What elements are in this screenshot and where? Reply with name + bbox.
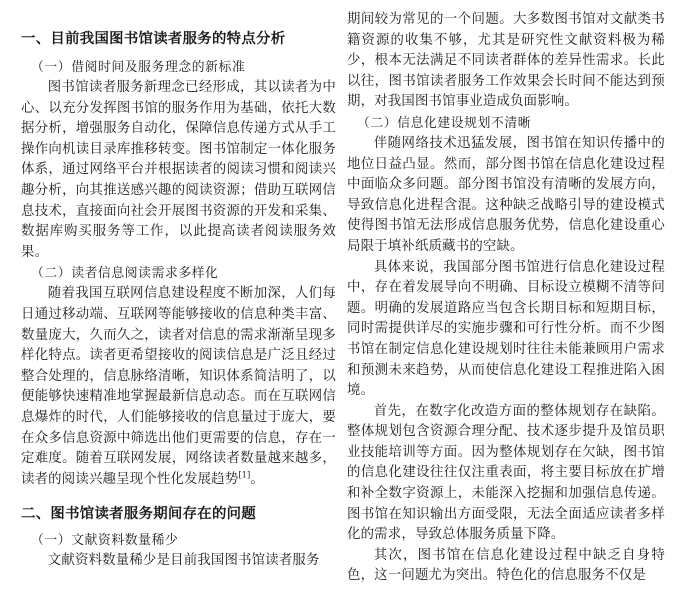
section-heading-1: 一、目前我国图书馆读者服务的特点分析 <box>21 31 286 47</box>
left-column <box>21 0 336 572</box>
paragraph-informatization: 伴随网络技术迅猛发展，图书馆在知识传播中的地位日益凸显。然而，部分图书馆在信息化建设过程中面临众多问题。部分图书馆没有清晰的发展方向，导致信息化进程含混。这种缺乏战略引导的建设模式使得图书馆无法形成信息服务优势，信息化建设重心局限于填补纸质藏书的空缺。 <box>347 135 665 254</box>
paragraph-end-punct: 。 <box>250 471 264 487</box>
subsection-heading-2-2: （二）信息化建设规划不清晰 <box>357 115 532 131</box>
subsection-heading-1-2: （二）读者信息阅读需求多样化 <box>31 266 219 282</box>
section-heading-2: 二、图书馆读者服务期间存在的问题 <box>21 506 257 523</box>
paragraph-continued: 期间较为常见的一个问题。大多数图书馆对文献类书籍资源的收集不够，尤其是研究性文献资料极为稀少，根本无法满足不同读者群体的差异性需求。长此以往，图书馆读者服务工作效果会长时间不能达到预期，对我国图书馆事业造成负面影响。 <box>347 12 665 110</box>
paragraph-reading-demand <box>21 284 336 490</box>
paragraph-first: 首先，在数字化改造方面的整体规划存在缺陷。整体规划包含资源合理分配、技术逐步提升及馆员职业技能培训等方面。因为整体规划存在欠缺，图书馆的信息化建设往往仅注重表面，将主要目标放在扩增和补全数字资源上，未能深入挖掘和加强信息传递。图书馆在知识输出方面受限，无法全面适应读者多样化的需求，导致总体服务质量下降。 <box>347 403 665 543</box>
subsection-heading-2-1: （一）文献资料数量稀少 <box>31 533 179 549</box>
paragraph-literature-scarce: 文献资料数量稀少是目前我国图书馆读者服务 <box>47 553 320 569</box>
citation-marker[interactable]: [1] <box>238 470 251 480</box>
right-column <box>347 0 665 587</box>
subsection-heading-1-1: （一）借阅时间及服务理念的新标准 <box>31 60 246 75</box>
paragraph-service-concept: 图书馆读者服务新理念已经形成，其以读者为中心、以充分发挥图书馆的服务作用为基础，依托大数据分析，增强服务自动化，保障信息传递方式从手工操作向机读目录库推移转变。图书馆制定一体化服务体系，通过网络平台并根据读者的阅读习惯和阅读兴趣分析，向其推送感兴趣的阅读资源；借助互联网信息技术，直接面向社会开展图书资源的开发和采集、数据库购买服务等工作，以此提高读者阅读服务效果。 <box>21 80 336 260</box>
paragraph-reading-demand-text: 随着我国互联网信息建设程度不断加深，人们每日通过移动端、互联网等能够接收的信息种类丰富、数量庞大，久而久之，读者对信息的需求渐渐呈现多样化特点。读者更希望接收的阅读信息是广泛且经过整合处理的，信息脉络清晰，知识体系简洁明了，以便能够快速精准地掌握最新信息动态。而在互联网信息爆炸的时代，人们能够接收的信息量过于庞大，要在众多信息资源中筛选出他们更需要的信息，存在一定难度。随着互联网发展，网络读者数量越来越多，读者的阅读兴趣呈现个性化发展趋势 <box>21 286 336 487</box>
paragraph-second: 其次，图书馆在信息化建设过程中缺乏自身特色，这一问题尤为突出。特色化的信息服务不仅是 <box>347 547 665 584</box>
paragraph-specific: 具体来说，我国部分图书馆进行信息化建设过程中，存在着发展导向不明确、目标设立模糊不清等问题。明确的发展道路应当包含长期目标和短期目标，同时需提供详尽的实施步骤和可行性分析。而不少图书馆在制定信息化建设规划时往往未能兼顾用户需求和预测未来趋势，从而使信息化建设工程推进陷入困境。 <box>347 259 665 399</box>
